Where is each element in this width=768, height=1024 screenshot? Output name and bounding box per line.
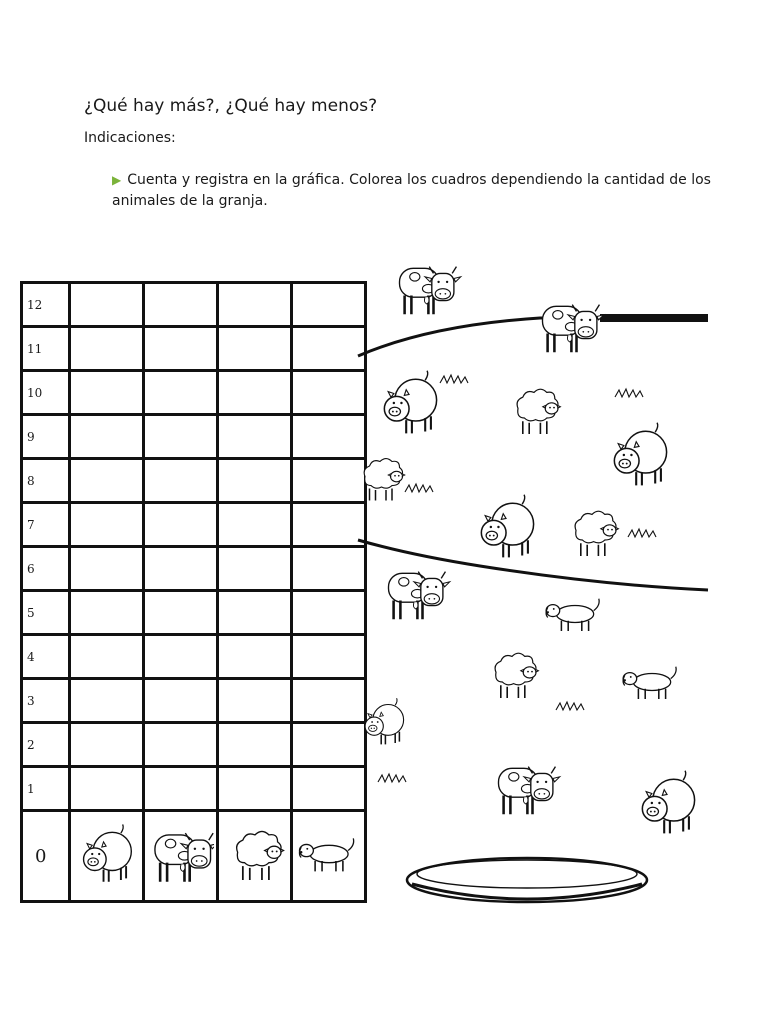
scene-pig-icon [481, 495, 533, 558]
scene-sheep-icon [517, 389, 560, 434]
row-number-label: 5 [22, 591, 70, 635]
grass-icon [378, 774, 406, 782]
row-number-label: 12 [22, 283, 70, 327]
row-number-label: 1 [22, 767, 70, 811]
grass-icon [615, 389, 643, 397]
instruction-text: Cuenta y registra en la gráfica. Colorea los cuadros dependiendo la cantidad de los animales de la granja. [112, 172, 711, 209]
scene-dog-icon [546, 599, 599, 631]
scene-pig-icon [614, 423, 666, 486]
scene-cow-icon [543, 305, 604, 353]
scene-dog-icon [623, 667, 676, 699]
scene-sheep-icon [575, 511, 618, 556]
scene-sheep-icon [364, 459, 405, 501]
row-number-label: 4 [22, 635, 70, 679]
scene-pig-icon [384, 371, 436, 434]
row-number-label: 10 [22, 371, 70, 415]
scene-cow-icon [499, 767, 560, 815]
scene-cow-icon [389, 572, 450, 620]
grass-icon [556, 702, 584, 710]
row-number-label: 2 [22, 723, 70, 767]
triangle-bullet-icon: ▶ [112, 173, 122, 187]
grass-icon [628, 529, 656, 537]
row-number-label: 11 [22, 327, 70, 371]
grass-icon [405, 484, 433, 492]
scene-pig-icon [365, 698, 404, 744]
scene-cow-icon [400, 267, 461, 315]
scene-pig-icon [642, 771, 694, 834]
indications-label: Indicaciones: [84, 130, 176, 146]
row-number-label: 7 [22, 503, 70, 547]
row-number-label: 9 [22, 415, 70, 459]
row-number-label: 6 [22, 547, 70, 591]
page-title: ¿Qué hay más?, ¿Qué hay menos? [84, 96, 378, 116]
row-number-label: 8 [22, 459, 70, 503]
row-number-label: 0 [22, 811, 70, 902]
row-number-label: 3 [22, 679, 70, 723]
scene-sheep-icon [495, 653, 538, 698]
water-trough [407, 858, 647, 902]
fence-top-line [358, 318, 708, 356]
grass-icon [440, 375, 468, 383]
